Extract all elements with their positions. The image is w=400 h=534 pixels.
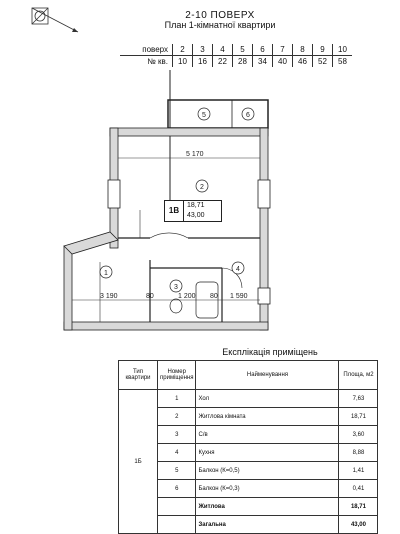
table-row [119, 408, 378, 426]
row-num: 4 [158, 444, 196, 462]
windows [108, 180, 270, 304]
explication-table [118, 360, 378, 534]
dim-bottom-a: 80 [146, 293, 154, 300]
table-row [119, 444, 378, 462]
living-value: 18,71 [339, 498, 378, 516]
room-number-4: 4 [236, 266, 240, 273]
unit-label [164, 200, 222, 222]
room-number-1: 1 [104, 270, 108, 277]
partitions [118, 233, 260, 322]
row-area: 18,71 [339, 408, 378, 426]
room-number-2: 2 [200, 184, 204, 191]
row-name: Балкон (К=0,3) [196, 480, 339, 498]
header-name: Найменування [196, 361, 339, 390]
table-row [119, 462, 378, 480]
row-name: Кухня [196, 444, 339, 462]
dim-bottom-right: 1 590 [230, 293, 248, 300]
floor-cell: 4 [213, 44, 233, 56]
floor-cell: 2 [173, 44, 193, 56]
floor-cell: 10 [333, 44, 353, 56]
apartment-cell: 28 [233, 56, 253, 68]
total-label: Загальна [196, 516, 339, 534]
unit-code: 1В [165, 201, 184, 221]
floor-cell: 9 [313, 44, 333, 56]
total-num-cell [158, 516, 196, 534]
floor-cell: 7 [273, 44, 293, 56]
explication-title: Експлікація приміщень [222, 347, 318, 357]
row-name: Житлова кімната [196, 408, 339, 426]
total-value: 43,00 [339, 516, 378, 534]
row-area: 7,63 [339, 390, 378, 408]
apartment-cell: 10 [173, 56, 193, 68]
living-label: Житлова [196, 498, 339, 516]
row-num: 2 [158, 408, 196, 426]
room-number-5: 5 [202, 112, 206, 119]
header-area: Площа, м2 [339, 361, 378, 390]
apartment-cell: 46 [293, 56, 313, 68]
room-number-6: 6 [246, 112, 250, 119]
row-area: 1,41 [339, 462, 378, 480]
floor-cell: 3 [193, 44, 213, 56]
apartment-cell: 40 [273, 56, 293, 68]
living-row [119, 498, 378, 516]
dim-top: 5 170 [186, 151, 204, 158]
row-area: 3,60 [339, 426, 378, 444]
row-area: 8,88 [339, 444, 378, 462]
apartment-cell: 22 [213, 56, 233, 68]
dim-bottom-b: 1 200 [178, 293, 196, 300]
dim-bottom-left: 3 190 [100, 293, 118, 300]
apartment-cell: 34 [253, 56, 273, 68]
row-name: Балкон (К=0,5) [196, 462, 339, 480]
floor-title: 2-10 ПОВЕРХ [185, 10, 255, 21]
unit-living-area: 18,71 [187, 202, 205, 209]
row-num: 6 [158, 480, 196, 498]
floors-row-label: поверх [120, 44, 173, 56]
total-row [119, 516, 378, 534]
table-row [119, 426, 378, 444]
table-row [119, 390, 378, 408]
row-area: 0,41 [339, 480, 378, 498]
apartment-cell: 52 [313, 56, 333, 68]
row-name: Хол [196, 390, 339, 408]
apartment-type: 1Б [119, 390, 158, 534]
plan-title: План 1-кімнатної квартири [164, 20, 276, 30]
room-number-3: 3 [174, 284, 178, 291]
table-row [119, 480, 378, 498]
header-type: Тип квартири [119, 361, 158, 390]
floor-cell: 8 [293, 44, 313, 56]
row-num: 3 [158, 426, 196, 444]
apartments-row-label: № кв. [147, 57, 168, 66]
floor-cell: 6 [253, 44, 273, 56]
row-num: 5 [158, 462, 196, 480]
row-name: С/в [196, 426, 339, 444]
floor-cell: 5 [233, 44, 253, 56]
unit-total-area: 43,00 [187, 212, 205, 219]
dim-bottom-c: 80 [210, 293, 218, 300]
header-num: Номер приміщення [158, 361, 196, 390]
apartment-cell: 58 [333, 56, 353, 68]
living-num-cell [158, 498, 196, 516]
row-num: 1 [158, 390, 196, 408]
apartment-cell: 16 [193, 56, 213, 68]
